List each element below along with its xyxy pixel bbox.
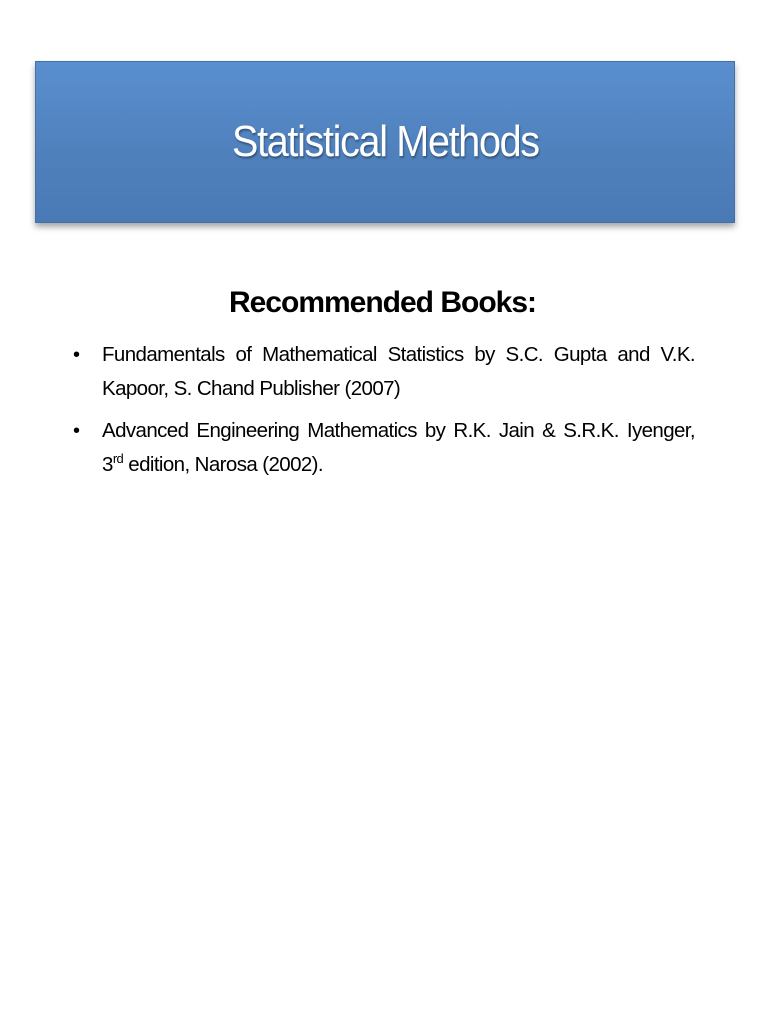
ordinal-superscript: rd [112, 451, 124, 466]
section-heading: Recommended Books: [228, 286, 537, 319]
bullet-icon: • [73, 420, 80, 442]
book-item [70, 414, 695, 482]
book-list [70, 338, 695, 482]
book-item [70, 338, 695, 406]
slide-title: Statistical Methods [231, 117, 539, 166]
book-edition-text: edition, Narosa (2002). [123, 453, 324, 476]
book-title-text: Advanced Engineering Mathematics by R.K. Jain & S.R.K. Iyenger, 3 [102, 419, 695, 476]
title-banner [35, 61, 735, 223]
bullet-icon: • [73, 344, 80, 366]
slide-content [70, 280, 695, 490]
book-title-text: Fundamentals of Mathematical Statistics by S.C. Gupta and V.K. Kapoor, S. Chand Publisher (2007) [102, 343, 695, 400]
